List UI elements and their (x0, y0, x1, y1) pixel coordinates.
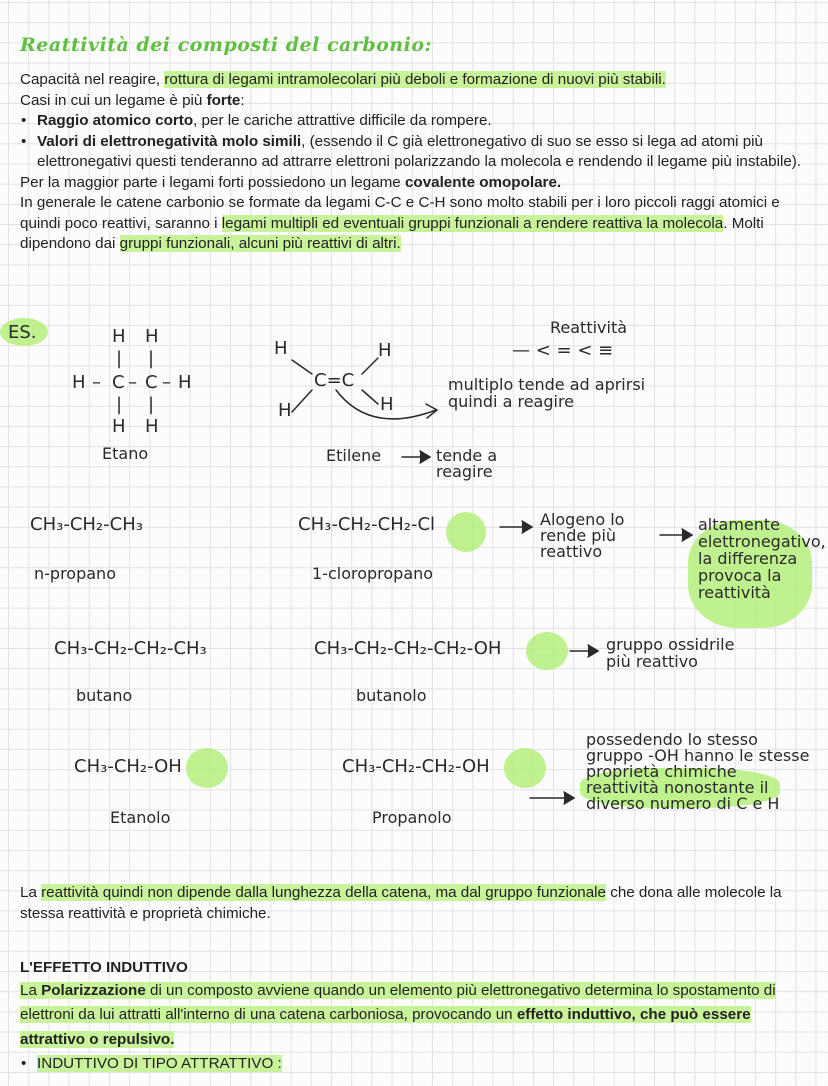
ethane-bond: | (148, 348, 155, 369)
chloropropane-formula: CH₃-CH₂-CH₂-Cl (298, 514, 436, 535)
ethane-atom: C (145, 372, 158, 393)
ethylene-atom: H (380, 394, 394, 415)
bullet-icon: • (21, 132, 27, 150)
highlight: gruppi funzionali, alcuni più reattivi di altri. (119, 235, 401, 252)
ethane-bond: | (148, 394, 155, 415)
ethane-atom: H (112, 326, 126, 347)
highlight: INDUTTIVO DI TIPO ATTRATTIVO : (37, 1055, 282, 1072)
ethane-atom: C (112, 372, 125, 393)
butanol-label: butanolo (356, 686, 427, 705)
etano-label: Etano (102, 444, 149, 463)
reattivita-scale: — < = < ≡ (512, 340, 614, 361)
ethane-bond: – (128, 372, 137, 393)
ethane-bond: | (116, 394, 123, 415)
propane-formula: CH₃-CH₂-CH₃ (30, 514, 143, 535)
induttivo-paragraph (20, 979, 810, 1053)
bullet-icon: • (21, 1055, 27, 1072)
induttivo-section (20, 958, 810, 1076)
ethane-atom: H (72, 372, 86, 393)
ossidrile-note: gruppo ossidrile più reattivo (606, 635, 735, 671)
ethane-atom: H (112, 416, 126, 437)
etilene-label: Etilene (326, 446, 382, 465)
bullet-icon: • (21, 112, 27, 129)
bullet-item: • Valori di elettronegatività molo simili, (essendo il C già elettronegativo di suo se esso si lega ad atomi più elettronegativi questi tenderanno ad attrarre elettroni polarizzando la molecola e rendendo il legame più instabile). (21, 132, 802, 170)
butane-label: butano (76, 686, 133, 705)
alogeno-note: Alogeno lo rende più reattivo (540, 510, 625, 561)
ethylene-atom: H (378, 340, 392, 361)
ethane-bond: – (162, 372, 171, 393)
intro-line: In generale le catene carbonio se formate da legami C-C e C-H sono molto stabili per i loro piccoli raggi atomici e quindi poco reattivi, saranno i legami multipli ed eventuali gruppi funzionali a rendere reattiva la molecola. Molti dipendono dai gruppi funzionali, alcuni più reattivi di altri. (20, 194, 780, 252)
bullet-item: • Raggio atomico corto, per le cariche attrattive difficile da rompere. (20, 111, 810, 132)
highlight: legami multipli ed eventuali gruppi funzionali a rendere reattiva la molecola (221, 214, 724, 232)
intro-line: Per la maggior parte i legami forti possiedono un legame covalente omopolare. (20, 173, 562, 191)
highlight: reattività quindi non dipende dalla lunghezza della catena, ma dal gruppo funzionale (41, 884, 606, 901)
chloropropane-label: 1-cloropropano (312, 564, 434, 583)
es-label: ES. (8, 322, 37, 343)
multiplo-note: multiplo tende ad aprirsi quindi a reagire (448, 375, 646, 411)
ethane-atom: H (145, 416, 159, 437)
ethylene-atom: H (278, 400, 292, 421)
ethanol-label: Etanolo (110, 808, 171, 827)
tende-a-reagire-note: tende a reagire (436, 446, 498, 481)
page-title: Reattività dei composti del carbonio: (20, 34, 433, 56)
ethane-atom: H (178, 372, 192, 393)
propane-label: n-propano (34, 564, 116, 583)
stesso-gruppo-note: possedendo lo stesso gruppo -OH hanno le stesse proprietà chimiche reattività nonostante il diverso numero di C e H (586, 730, 810, 813)
butanol-formula: CH₃-CH₂-CH₂-CH₂-OH (314, 638, 502, 659)
reattivita-label: Reattività (550, 318, 628, 337)
intro-line: Casi in cui un legame è più forte: (20, 91, 245, 109)
bullet-item (20, 1052, 810, 1076)
highlight: La Polarizzazione di un composto avviene quando un elemento più elettronegativo determina lo spostamento di elettroni da lui attratti all'interno di una catena carboniosa, provocando un effetto induttivo, che può essere attrattivo o repulsivo. (20, 981, 776, 1048)
ethane-atom: H (145, 326, 159, 347)
propanol-formula: CH₃-CH₂-CH₂-OH (342, 756, 490, 777)
butane-formula: CH₃-CH₂-CH₂-CH₃ (54, 638, 207, 659)
ethylene-atom: H (274, 338, 288, 359)
ethane-bond: – (92, 372, 101, 393)
intro-line: Capacità nel reagire, rottura di legami intramolecolari più deboli e formazione di nuovi più stabili. (20, 71, 666, 88)
highlight: rottura di legami intramolecolari più deboli e formazione di nuovi più stabili. (164, 71, 666, 88)
section-heading: L'EFFETTO INDUTTIVO (20, 959, 188, 976)
ethanol-formula: CH₃-CH₂-OH (74, 756, 182, 777)
conclusion-paragraph: La reattività quindi non dipende dalla lunghezza della catena, ma dal gruppo funzionale che dona alle molecole la stessa reattività e proprietà chimiche. (20, 884, 782, 922)
ethylene-double-bond: C=C (314, 370, 355, 391)
ethane-bond: | (116, 348, 123, 369)
elettronegativo-note: altamente elettronegativo, la differenza provoca la reattività (698, 515, 826, 602)
propanol-label: Propanolo (372, 808, 452, 827)
